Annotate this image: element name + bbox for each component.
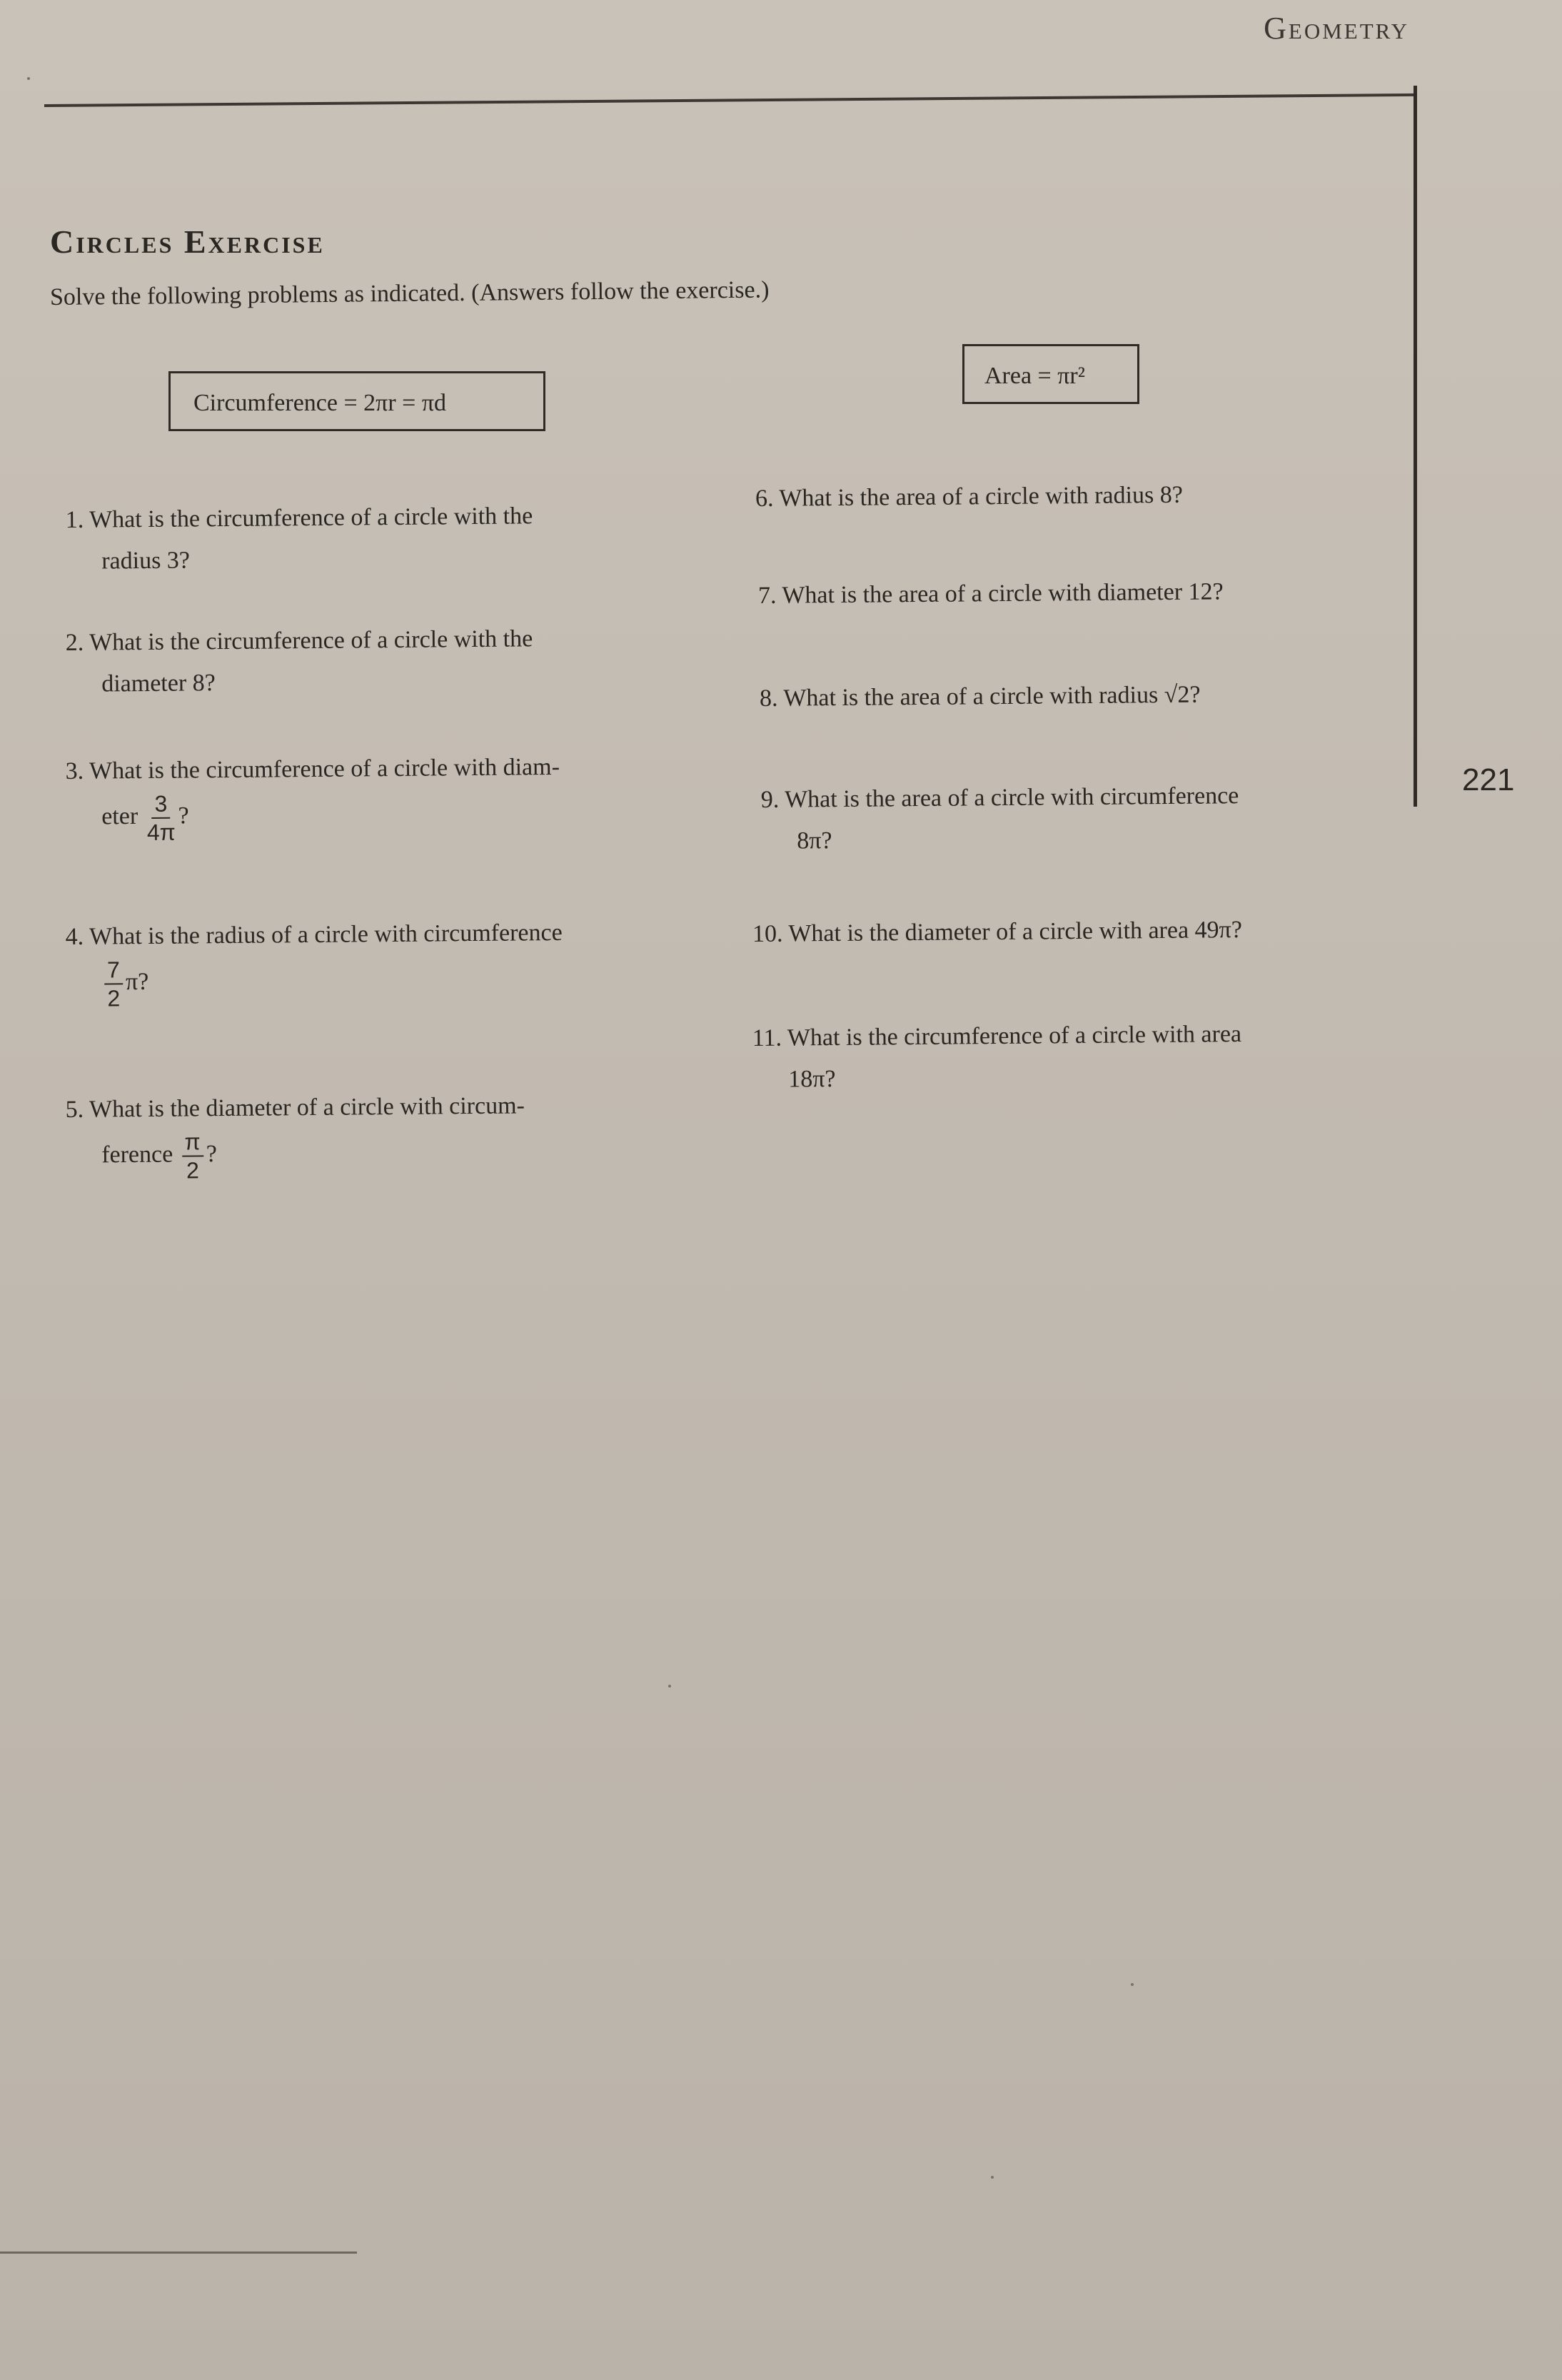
- header-rule: [44, 94, 1415, 107]
- question-6: [755, 475, 1183, 520]
- question-2-line1: 2. What is the circumference of a circle with the: [65, 625, 533, 657]
- question-3-fraction: [146, 792, 176, 844]
- question-5-fraction: [181, 1129, 203, 1182]
- question-11: [752, 1014, 1241, 1101]
- question-8: [760, 675, 1201, 720]
- fraction-numerator: 3: [151, 792, 170, 819]
- bottom-rule: [0, 2252, 357, 2254]
- question-7: [758, 571, 1224, 617]
- question-5-prefix: ference: [101, 1141, 173, 1169]
- question-3-line1: 3. What is the circumference of a circle with diam-: [65, 753, 560, 785]
- page-number: 221: [1462, 762, 1515, 797]
- question-6-line1: 6. What is the area of a circle with radius 8?: [755, 481, 1183, 512]
- section-title: Circles Exercise: [50, 223, 325, 260]
- question-10-line1: 10. What is the diameter of a circle with area 49π?: [752, 917, 1243, 947]
- question-4-line1: 4. What is the radius of a circle with circumference: [65, 919, 563, 951]
- question-5-line1: 5. What is the diameter of a circle with circum-: [65, 1092, 525, 1124]
- question-4: [65, 912, 563, 1011]
- question-4-suffix: π?: [125, 968, 149, 996]
- fraction-denominator: 2: [186, 1157, 200, 1184]
- running-header: Geometry: [1264, 11, 1409, 46]
- question-5: [65, 1085, 525, 1184]
- paper-speck: [991, 2176, 994, 2179]
- circumference-formula-box: Circumference = 2πr = πd: [168, 371, 545, 431]
- question-5-suffix: ?: [206, 1140, 218, 1168]
- question-9-line2: 8π?: [797, 827, 832, 854]
- margin-rule: [1414, 86, 1417, 807]
- question-1: [65, 495, 533, 583]
- question-1-line2: radius 3?: [101, 547, 191, 575]
- question-9-line1: 9. What is the area of a circle with circumference: [760, 782, 1239, 814]
- question-3-suffix: ?: [178, 802, 189, 830]
- question-2-line2: diameter 8?: [101, 670, 216, 697]
- fraction-denominator: 2: [107, 985, 121, 1012]
- area-formula-box: Area = πr²: [962, 344, 1139, 404]
- question-3: [65, 747, 560, 845]
- fraction-numerator: π: [181, 1129, 203, 1156]
- question-3-prefix: eter: [101, 802, 138, 830]
- paper-speck: [668, 1685, 671, 1688]
- question-9: [760, 775, 1239, 862]
- fraction-denominator: 4π: [146, 819, 176, 846]
- fraction-numerator: 7: [104, 957, 123, 984]
- question-11-line1: 11. What is the circumference of a circle with area: [752, 1021, 1242, 1052]
- question-7-line1: 7. What is the area of a circle with diameter 12?: [757, 578, 1224, 609]
- question-11-line2: 18π?: [788, 1065, 836, 1093]
- question-1-line1: 1. What is the circumference of a circle with the: [65, 503, 533, 534]
- instructions: Solve the following problems as indicated. (Answers follow the exercise.): [49, 276, 770, 311]
- paper-speck: [27, 77, 30, 80]
- paper-speck: [1131, 1983, 1134, 1986]
- question-2: [65, 618, 533, 705]
- question-8-line1: 8. What is the area of a circle with radius √2?: [759, 681, 1201, 712]
- question-10: [752, 909, 1242, 955]
- question-4-fraction: [104, 957, 123, 1010]
